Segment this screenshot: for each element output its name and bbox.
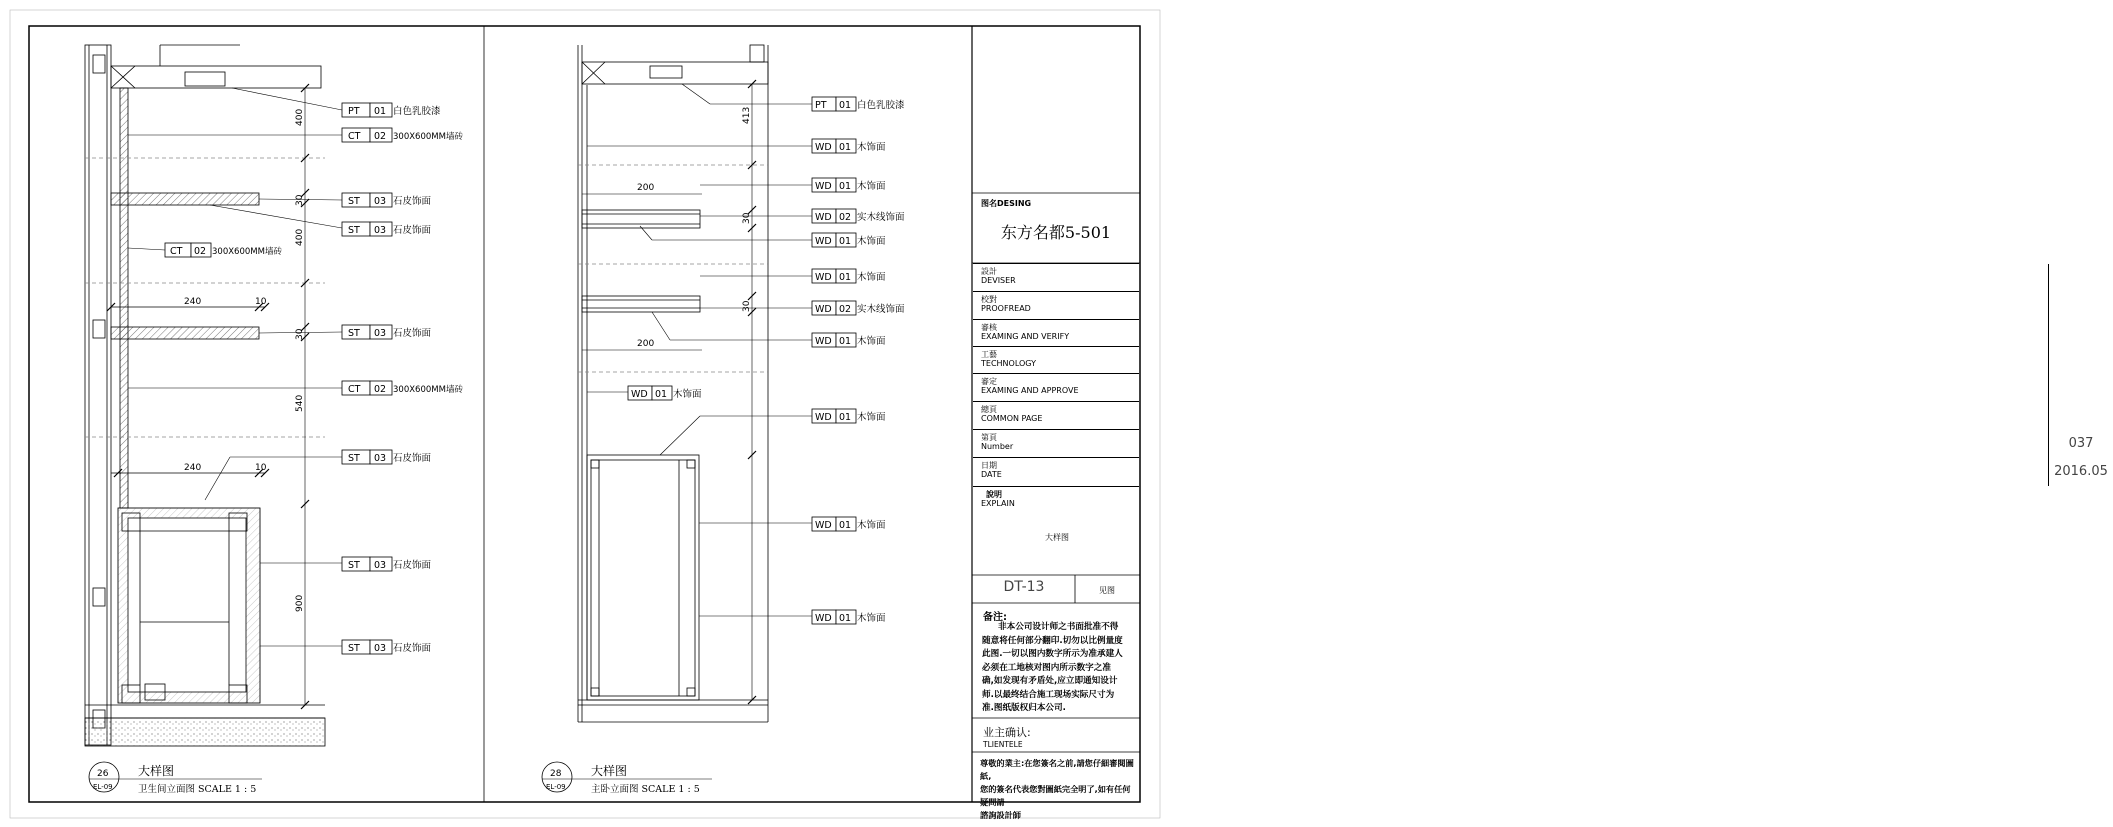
owner-confirm: 业主确认: TLIENTELE xyxy=(983,726,1031,749)
signature-note: 尊敬的業主:在您簽名之前,請您仔細審閱圖紙, 您的簽名代表您對圖紙完全明了,如有任何疑問請 諮詢設計師 xyxy=(980,758,1134,820)
tb-value xyxy=(2048,292,2113,320)
explain-value: 大样图 xyxy=(1045,533,1069,542)
callout-text: 木饰面 xyxy=(857,412,886,423)
callout-text: WD xyxy=(815,412,832,423)
drawing-number-note: 见图 xyxy=(1099,586,1115,595)
callout-tag xyxy=(812,178,886,192)
callout-text: 03 xyxy=(374,560,387,571)
right-elevation xyxy=(578,45,812,722)
callout-text: 石皮饰面 xyxy=(393,225,432,236)
drawing-title: 大样图 xyxy=(591,764,628,778)
callout-text: ST xyxy=(348,225,360,236)
callout-text: 01 xyxy=(839,100,852,111)
callout-text: 01 xyxy=(839,236,852,247)
dim-text: 240 xyxy=(184,463,202,473)
callout-tag xyxy=(812,139,886,153)
callout-text: ST xyxy=(348,643,360,654)
callout-text: 02 xyxy=(839,212,852,223)
drawing-ref: EL-09 xyxy=(93,783,113,791)
callout-text: 木饰面 xyxy=(857,520,886,531)
dim-text: 30 xyxy=(295,194,305,206)
callout-tag xyxy=(812,301,905,315)
tb-row-proofread: 校對 PROOFREAD xyxy=(973,291,1139,320)
dim-text: 240 xyxy=(184,297,202,307)
callout-text: 03 xyxy=(374,328,387,339)
tb-value xyxy=(2048,264,2113,292)
callout-tag xyxy=(812,209,905,223)
dim-text: 540 xyxy=(295,394,305,412)
tb-row-verify: 審核 EXAMING AND VERIFY xyxy=(973,319,1139,347)
callout-text: 木饰面 xyxy=(673,389,702,400)
dim-text: 10 xyxy=(255,297,267,307)
callout-text: 石皮饰面 xyxy=(393,328,432,339)
callout-text: 02 xyxy=(194,246,207,257)
callout-tag xyxy=(812,233,886,247)
callout-tag xyxy=(812,517,886,531)
callout-text: WD xyxy=(815,181,832,192)
callout-text: 实木线饰面 xyxy=(857,212,905,223)
callout-tag xyxy=(628,386,702,400)
callout-tag xyxy=(342,103,441,117)
callout-text: WD xyxy=(815,336,832,347)
callout-tag xyxy=(812,269,886,283)
project-name: 东方名都5-501 xyxy=(1000,223,1112,242)
callout-text: 01 xyxy=(839,142,852,153)
drawing-number: 26 xyxy=(97,769,109,779)
callout-tag xyxy=(342,193,432,207)
callout-text: 01 xyxy=(839,336,852,347)
tb-row-approve: 審定 EXAMING AND APPROVE xyxy=(973,373,1139,402)
callout-text: 石皮饰面 xyxy=(393,560,432,571)
callout-text: 实木线饰面 xyxy=(857,304,905,315)
tb-value xyxy=(2048,320,2113,347)
callout-text: WD xyxy=(815,142,832,153)
callout-text: 白色乳胶漆 xyxy=(857,100,905,111)
callout-text: 木饰面 xyxy=(857,272,886,283)
callout-text: WD xyxy=(631,389,648,400)
callout-text: 木饰面 xyxy=(857,142,886,153)
callout-tag xyxy=(165,243,282,257)
callout-text: 木饰面 xyxy=(857,181,886,192)
callout-text: 木饰面 xyxy=(857,236,886,247)
callout-text: 02 xyxy=(374,131,387,142)
drawing-subtitle: 卫生间立面图 SCALE 1 : 5 xyxy=(138,784,257,795)
callout-tag xyxy=(342,222,432,236)
callout-text: 01 xyxy=(839,520,852,531)
callout-text: CT xyxy=(348,131,361,142)
notes-title: 备注: xyxy=(983,612,1007,623)
tb-row-date: 日期 DATE 2016.05 xyxy=(973,457,1139,487)
callout-text: 02 xyxy=(374,384,387,395)
tb-value xyxy=(2048,402,2113,430)
drawing-subtitle: 主卧立面图 SCALE 1 : 5 xyxy=(591,784,700,795)
dim-text: 30 xyxy=(295,328,305,340)
callout-text: WD xyxy=(815,520,832,531)
callout-text: 03 xyxy=(374,225,387,236)
dim-text: 30 xyxy=(742,212,752,224)
callout-tag xyxy=(342,450,432,464)
drawing-number: 28 xyxy=(550,769,562,779)
callout-text: 01 xyxy=(839,412,852,423)
callout-text: 01 xyxy=(839,181,852,192)
callout-text: ST xyxy=(348,328,360,339)
dim-text: 900 xyxy=(295,594,305,612)
callout-tag xyxy=(342,128,463,142)
dim-text: 413 xyxy=(742,106,752,124)
dim-text: 400 xyxy=(295,228,305,246)
callout-text: 石皮饰面 xyxy=(393,453,432,464)
callout-text: ST xyxy=(348,453,360,464)
callout-text: WD xyxy=(815,212,832,223)
callout-text: PT xyxy=(815,100,827,111)
callout-tag xyxy=(812,333,886,347)
callout-text: ST xyxy=(348,560,360,571)
tb-row-technology: 工藝 TECHNOLOGY xyxy=(973,346,1139,374)
callout-text: 300X600MM墙砖 xyxy=(393,132,463,142)
callout-text: 01 xyxy=(839,613,852,624)
tb-value: 037 xyxy=(2048,430,2113,458)
callout-text: 02 xyxy=(839,304,852,315)
explain-label: 說明 EXPLAIN xyxy=(981,490,1015,508)
callout-tag xyxy=(812,610,886,624)
tb-row-deviser: 設計 DEVISER xyxy=(973,263,1139,292)
callout-text: 石皮饰面 xyxy=(393,643,432,654)
callout-text: 300X600MM墙砖 xyxy=(393,385,463,395)
callout-text: 01 xyxy=(374,106,387,117)
dim-text: 10 xyxy=(255,463,267,473)
dim-text: 30 xyxy=(742,300,752,312)
callout-text: WD xyxy=(815,613,832,624)
callout-text: 03 xyxy=(374,643,387,654)
callout-tag xyxy=(812,409,886,423)
callout-text: 木饰面 xyxy=(857,613,886,624)
dim-text: 200 xyxy=(637,183,655,193)
callout-text: CT xyxy=(170,246,183,257)
callout-tag xyxy=(342,381,463,395)
callout-text: 01 xyxy=(839,272,852,283)
callout-text: 03 xyxy=(374,453,387,464)
callout-text: 木饰面 xyxy=(857,336,886,347)
callout-text: ST xyxy=(348,196,360,207)
callout-text: 03 xyxy=(374,196,387,207)
callout-text: WD xyxy=(815,236,832,247)
left-drawing-label xyxy=(89,762,262,795)
callout-text: 石皮饰面 xyxy=(393,196,432,207)
callout-text: PT xyxy=(348,106,360,117)
callout-tag xyxy=(342,325,432,339)
drawing-ref: EL-09 xyxy=(546,783,566,791)
notes-body: 非本公司设计师之书面批准不得 随意将任何部分翻印.切勿以比例量度 此图.一切以图内数字所示为准承建人 必须在工地核对图内所示数字之准 确,如发现有矛盾处,应立即通知设计 师.以最终结合施工现场实际尺寸为 准.图纸版权归本公司. xyxy=(982,622,1123,713)
tb-value xyxy=(2048,347,2113,374)
design-label: 图名DESING xyxy=(981,199,1032,208)
callout-tag xyxy=(342,640,432,654)
callout-text: WD xyxy=(815,272,832,283)
drawing-number-code: DT-13 xyxy=(1003,579,1045,595)
callout-text: 300X600MM墙砖 xyxy=(212,247,282,257)
dim-text: 200 xyxy=(637,339,655,349)
callout-text: CT xyxy=(348,384,361,395)
callout-tag xyxy=(812,97,905,111)
tb-row-common-page: 總頁 COMMON PAGE xyxy=(973,401,1139,430)
callout-tag xyxy=(342,557,432,571)
tb-row-number: 第頁 Number 037 xyxy=(973,429,1139,458)
callout-text: WD xyxy=(815,304,832,315)
callout-text: 白色乳胶漆 xyxy=(393,106,441,117)
dim-text: 400 xyxy=(295,108,305,126)
tb-value: 2016.05 xyxy=(2048,458,2113,486)
tb-value xyxy=(2048,374,2113,402)
right-callouts xyxy=(628,97,905,624)
right-drawing-label xyxy=(542,762,712,795)
drawing-title: 大样图 xyxy=(138,764,175,778)
callout-text: 01 xyxy=(655,389,668,400)
